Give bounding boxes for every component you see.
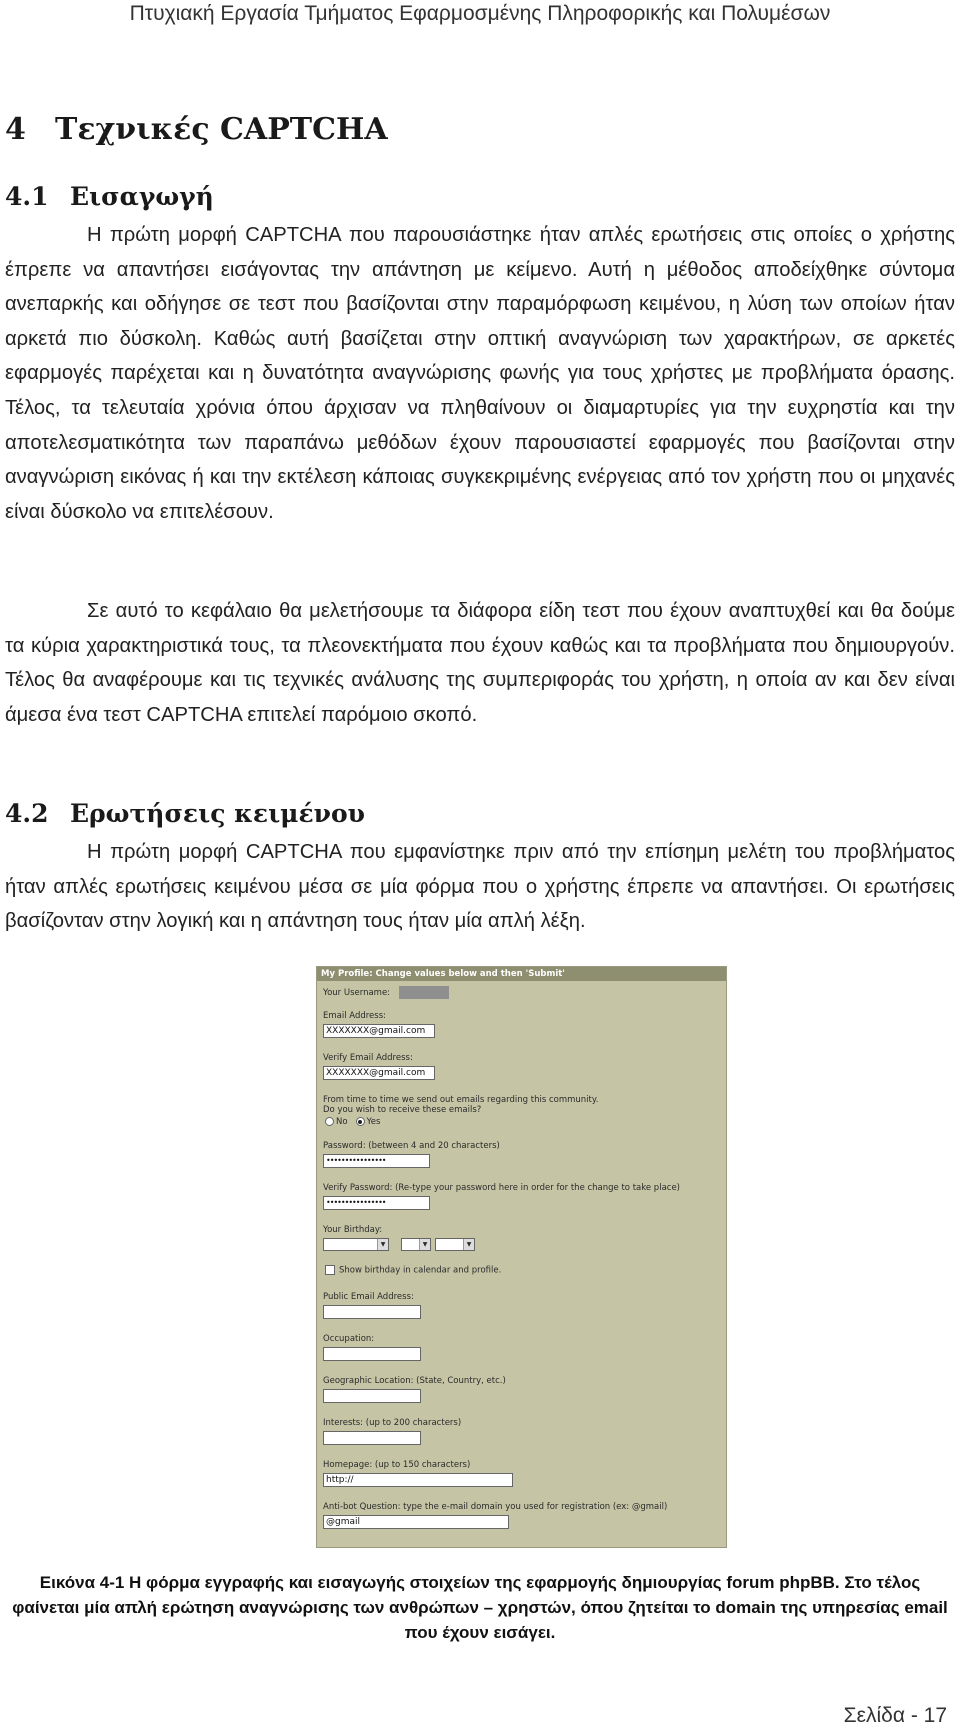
verify-password-label: Verify Password: (Re-type your password here in order for the change to take place) xyxy=(323,1183,680,1193)
public-email-label: Public Email Address: xyxy=(323,1292,414,1302)
page-number: Σελίδα - 17 xyxy=(843,1704,947,1727)
occupation-label: Occupation: xyxy=(323,1334,375,1344)
section-heading-text-questions xyxy=(5,799,365,828)
chevron-down-icon: ▼ xyxy=(419,1239,430,1250)
chevron-down-icon: ▼ xyxy=(463,1239,474,1250)
password-field[interactable]: •••••••••••••••• xyxy=(323,1154,430,1168)
email-opt-radio-group: No Yes xyxy=(325,1117,380,1127)
verify-email-field[interactable]: XXXXXXX@gmail.com xyxy=(323,1066,435,1080)
interests-field[interactable] xyxy=(323,1431,421,1445)
birthday-year-select[interactable] xyxy=(435,1238,475,1251)
emails-notice-1: From time to time we send out emails regarding this community. xyxy=(323,1095,599,1105)
text-questions-paragraph: Η πρώτη μορφή CAPTCHA που εμφανίστηκε πριν από την επίσημη μελέτη του προβλήματος ήταν απλές ερωτήσεις κειμένου μέσα σε μία φόρμα που ο χρήστης έπρεπε να απαντήσει. Οι ερωτήσεις βασίζονταν στην λογική και η απάντηση τους ήταν μία απλή λέξη. xyxy=(5,841,955,933)
section-heading-intro xyxy=(5,182,214,211)
birthday-day-select[interactable] xyxy=(323,1238,389,1251)
chapter-title: Τεχνικές CAPTCHA xyxy=(55,112,388,147)
verify-email-label: Verify Email Address: xyxy=(323,1053,413,1063)
email-field[interactable]: XXXXXXX@gmail.com xyxy=(323,1024,435,1038)
password-label: Password: (between 4 and 20 characters) xyxy=(323,1141,500,1151)
interests-label: Interests: (up to 200 characters) xyxy=(323,1418,462,1428)
location-field[interactable] xyxy=(323,1389,421,1403)
chapter-heading xyxy=(5,112,388,147)
birthday-label: Your Birthday: xyxy=(323,1225,383,1235)
section-number: 4.1 xyxy=(5,182,49,211)
radio-no[interactable] xyxy=(325,1117,334,1126)
show-birthday-option[interactable]: Show birthday in calendar and profile. xyxy=(325,1265,501,1276)
figure-caption: Εικόνα 4-1 Η φόρμα εγγραφής και εισαγωγής στοιχείων της εφαρμογής δημιουργίας forum phpBB. Στο τέλος φαίνεται μία απλή ερώτηση αναγνώρισης των ανθρώπων – χρηστών, όπου ζητείται το domain της υπηρεσίας email που έχουν εισάγει. xyxy=(12,1573,948,1642)
birthday-month-select[interactable] xyxy=(401,1238,431,1251)
occupation-field[interactable] xyxy=(323,1347,421,1361)
page-header: Πτυχιακή Εργασία Τμήματος Εφαρμοσμένης Πληροφορικής και Πολυμέσων xyxy=(129,2,831,25)
intro-paragraph-1: Η πρώτη μορφή CAPTCHA που παρουσιάστηκε ήταν απλές ερωτήσεις στις οποίες ο χρήστης έπρεπε να απαντήσει εισάγοντας την απάντηση με κείμενο. Αυτή η μέθοδος αποδείχθηκε σύντομα ανεπαρκής και οδήγησε σε τεστ που βασίζονται στην παραμόρφωση κειμένου, η λύση των οποίων ήταν αρκετά πιο δύσκολη. Καθώς αυτή βασίζεται στην οπτική αναγνώριση των χαρακτήρων, σε αρκετές εφαρμογές παρέχεται και η δυνατότητα αναγνώρισης φωνής για τους χρήστες με προβλήματα όρασης. Τέλος, τα τελευταία χρόνια όπου άρχισαν να πληθαίνουν οι διαμαρτυρίες για την ευχρηστία και την αποτελεσματικότητα των παραπάνω μεθόδων έχουν παρουσιαστεί εφαρμογές που βασίζονται στην αναγνώριση εικόνας ή και την εκτέλεση κάποιας συγκεκριμένης ενέργειας από τον χρήστη που οι μηχανές είναι δύσκολο να επιτελέσουν. xyxy=(5,224,955,523)
intro-paragraph-2: Σε αυτό το κεφάλαιο θα μελετήσουμε τα διάφορα είδη τεστ που έχουν αναπτυχθεί και θα δούμε τα κύρια χαρακτηριστικά τους, τα πλεονεκτήματα που έχουν καθώς και τα προβλήματα που δημιουργούν. Τέλος θα αναφέρουμε και τις τεχνικές ανάλυσης της συμπεριφοράς του χρήστη, η οποία αν και δεν είναι άμεσα ένα τεστ CAPTCHA επιτελεί παρόμοιο σκοπό. xyxy=(5,600,955,726)
location-label: Geographic Location: (State, Country, etc.) xyxy=(323,1376,506,1386)
section-title: Ερωτήσεις κειμένου xyxy=(70,799,366,828)
show-birthday-checkbox[interactable] xyxy=(325,1265,335,1275)
phpbb-profile-form-figure xyxy=(316,966,727,1548)
username-label: Your Username: xyxy=(323,986,449,999)
form-title: My Profile: Change values below and then 'Submit' xyxy=(317,967,726,981)
emails-notice-2: Do you wish to receive these emails? xyxy=(323,1105,482,1115)
public-email-field[interactable] xyxy=(323,1305,421,1319)
email-label: Email Address: xyxy=(323,1011,386,1021)
username-redacted xyxy=(399,986,449,999)
antibot-question-label: Anti-bot Question: type the e-mail domain you used for registration (ex: @gmail) xyxy=(323,1502,668,1512)
chapter-number: 4 xyxy=(5,112,26,147)
antibot-answer-field[interactable]: @gmail xyxy=(323,1515,509,1529)
chevron-down-icon: ▼ xyxy=(377,1239,388,1250)
verify-password-field[interactable]: •••••••••••••••• xyxy=(323,1196,430,1210)
radio-yes[interactable] xyxy=(356,1117,365,1126)
homepage-field[interactable]: http:// xyxy=(323,1473,513,1487)
homepage-label: Homepage: (up to 150 characters) xyxy=(323,1460,471,1470)
section-title: Εισαγωγή xyxy=(70,182,214,211)
section-number: 4.2 xyxy=(5,799,49,828)
